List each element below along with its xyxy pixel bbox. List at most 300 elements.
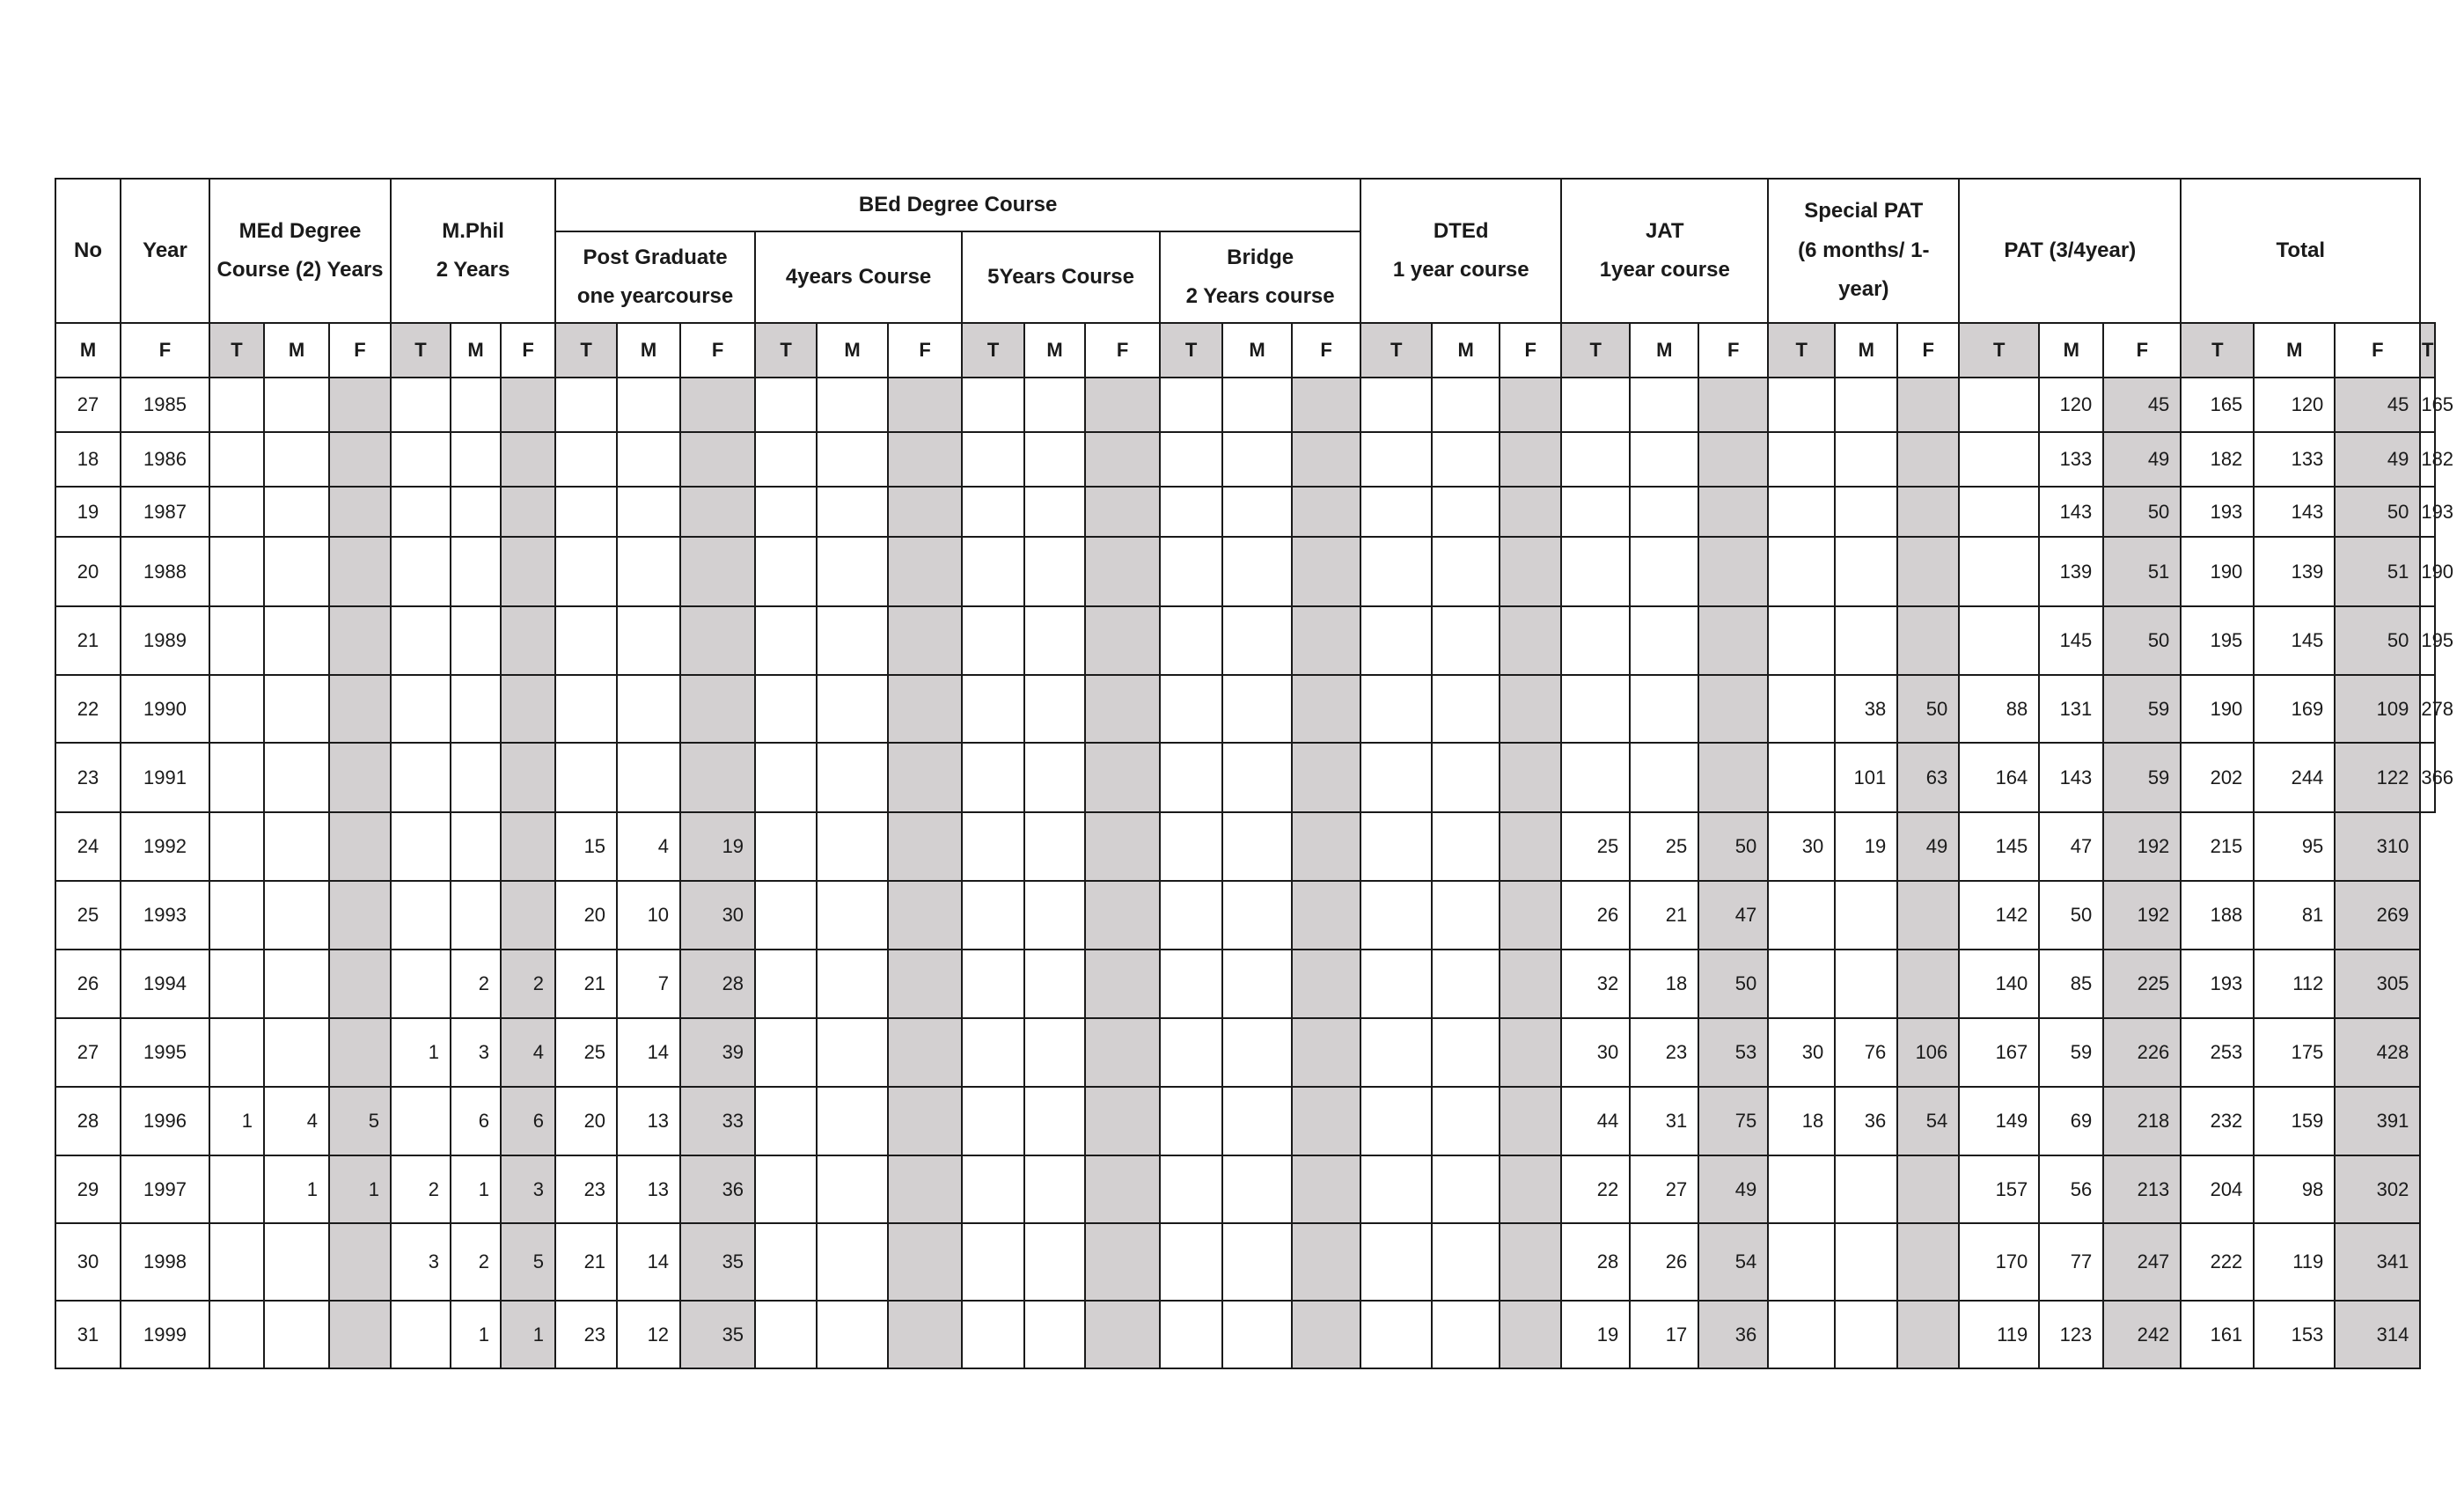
cell-t	[1085, 1223, 1160, 1301]
cell-m: 25	[555, 1018, 617, 1087]
cell-m	[1768, 487, 1835, 537]
cell-f	[817, 537, 888, 606]
cell-f: 145	[2039, 606, 2103, 675]
cell-t	[1897, 950, 1959, 1018]
sub-header-m: M	[55, 323, 121, 378]
cell-f	[451, 812, 501, 881]
table-row	[55, 743, 2435, 812]
cell-f	[1222, 1018, 1292, 1087]
cell-t: 19	[680, 812, 755, 881]
cell-t	[888, 743, 962, 812]
sub-header-f: F	[501, 323, 555, 378]
cell-f	[617, 743, 680, 812]
cell-m	[1360, 537, 1432, 606]
cell-m	[209, 743, 264, 812]
cell-f	[1024, 881, 1085, 950]
cell-f	[264, 487, 329, 537]
cell-m: 182	[2420, 432, 2435, 487]
cell-t	[1085, 950, 1160, 1018]
cell-t	[1500, 675, 1561, 743]
cell-m	[1959, 432, 2039, 487]
cell-m	[1160, 432, 1222, 487]
col-header-med-line2: Course (2) Years	[216, 258, 384, 282]
col-header-dted-line2: 1 year course	[1392, 258, 1529, 282]
cell-t: 226	[2103, 1018, 2181, 1087]
cell-m: 20	[555, 881, 617, 950]
cell-t	[888, 487, 962, 537]
cell-year: 1987	[121, 487, 209, 537]
cell-t	[1085, 1301, 1160, 1368]
cell-t	[888, 1155, 962, 1223]
cell-m	[1360, 1018, 1432, 1087]
cell-t	[329, 1223, 391, 1301]
cell-t	[501, 537, 555, 606]
cell-m	[1768, 881, 1835, 950]
sub-header-t: T	[2181, 323, 2254, 378]
table-row	[55, 675, 2435, 743]
cell-m	[209, 1155, 264, 1223]
cell-m	[1360, 1087, 1432, 1155]
cell-f	[1432, 1223, 1500, 1301]
cell-m	[1561, 606, 1630, 675]
col-header-jat	[1561, 179, 1768, 323]
sub-header-f: F	[329, 323, 391, 378]
cell-m	[1160, 537, 1222, 606]
cell-t	[888, 378, 962, 432]
cell-f: 120	[2254, 378, 2335, 432]
col-header-mphil-line2: 2 Years	[436, 258, 510, 282]
sub-header-m: M	[617, 323, 680, 378]
col-header-special-pat-line1: Special PAT	[1804, 199, 1924, 224]
cell-f	[1835, 537, 1897, 606]
cell-f	[1835, 950, 1897, 1018]
col-header-jat-line2: 1year course	[1599, 258, 1730, 282]
cell-f	[817, 432, 888, 487]
table-row	[55, 378, 2435, 432]
cell-t: 310	[2335, 812, 2420, 881]
cell-t	[680, 432, 755, 487]
cell-m	[1768, 537, 1835, 606]
cell-f: 2	[451, 950, 501, 1018]
cell-f	[264, 950, 329, 1018]
cell-f	[1024, 606, 1085, 675]
cell-t	[680, 487, 755, 537]
cell-year: 1989	[121, 606, 209, 675]
cell-f: 81	[2254, 881, 2335, 950]
cell-m: 232	[2181, 1087, 2254, 1155]
cell-f	[1835, 1301, 1897, 1368]
cell-t	[888, 537, 962, 606]
cell-m	[755, 675, 817, 743]
cell-t: 242	[2103, 1301, 2181, 1368]
cell-m	[755, 1223, 817, 1301]
cell-year: 1988	[121, 537, 209, 606]
cell-f	[1835, 1223, 1897, 1301]
cell-m	[1959, 378, 2039, 432]
enrollment-table	[55, 178, 2454, 1369]
cell-f: 143	[2039, 487, 2103, 537]
cell-f	[1630, 606, 1698, 675]
cell-f: 143	[2039, 743, 2103, 812]
sub-header-t: T	[555, 323, 617, 378]
cell-m	[555, 675, 617, 743]
cell-t	[1897, 1223, 1959, 1301]
cell-m: 165	[2181, 378, 2254, 432]
cell-year: 1999	[121, 1301, 209, 1368]
cell-f	[1222, 1301, 1292, 1368]
cell-m: 88	[1959, 675, 2039, 743]
cell-t	[1698, 487, 1768, 537]
cell-f: 139	[2039, 537, 2103, 606]
cell-m	[1561, 675, 1630, 743]
cell-t: 218	[2103, 1087, 2181, 1155]
cell-t	[1698, 432, 1768, 487]
cell-f	[817, 743, 888, 812]
cell-f: 17	[1630, 1301, 1698, 1368]
cell-m	[962, 743, 1024, 812]
cell-t	[501, 487, 555, 537]
cell-m	[962, 1223, 1024, 1301]
col-header-post-graduate	[555, 231, 755, 323]
col-header-med	[209, 179, 391, 323]
cell-t: 49	[1698, 1155, 1768, 1223]
cell-m	[209, 881, 264, 950]
cell-m	[1768, 1223, 1835, 1301]
cell-t: 122	[2335, 743, 2420, 812]
cell-f	[264, 812, 329, 881]
cell-t	[1897, 881, 1959, 950]
cell-m	[1768, 1155, 1835, 1223]
cell-m	[755, 378, 817, 432]
sub-header-m: M	[451, 323, 501, 378]
cell-t: 36	[1698, 1301, 1768, 1368]
cell-m: 193	[2181, 487, 2254, 537]
cell-t	[888, 1223, 962, 1301]
cell-m: 182	[2181, 432, 2254, 487]
cell-f	[1432, 1087, 1500, 1155]
cell-t: 36	[680, 1155, 755, 1223]
cell-f: 119	[2254, 1223, 2335, 1301]
cell-t	[888, 812, 962, 881]
cell-t: 247	[2103, 1223, 2181, 1301]
cell-m	[391, 487, 451, 537]
cell-f: 112	[2254, 950, 2335, 1018]
cell-m	[391, 743, 451, 812]
cell-t: 428	[2335, 1018, 2420, 1087]
table-row	[55, 1301, 2435, 1368]
cell-f	[1024, 537, 1085, 606]
cell-m: 142	[1959, 881, 2039, 950]
cell-m: 164	[1959, 743, 2039, 812]
cell-f: 4	[617, 812, 680, 881]
cell-m	[391, 1087, 451, 1155]
cell-f	[1222, 950, 1292, 1018]
cell-f	[617, 432, 680, 487]
cell-m	[1768, 743, 1835, 812]
sub-header-t: T	[1160, 323, 1222, 378]
cell-f	[617, 537, 680, 606]
cell-f	[264, 1223, 329, 1301]
cell-m	[1561, 537, 1630, 606]
cell-f	[1024, 1155, 1085, 1223]
cell-m: 2	[391, 1155, 451, 1223]
cell-no: 18	[55, 432, 121, 487]
cell-t	[501, 606, 555, 675]
cell-no: 24	[55, 812, 121, 881]
cell-f	[1432, 1301, 1500, 1368]
cell-t	[1500, 378, 1561, 432]
sub-header-f: F	[1292, 323, 1360, 378]
cell-m	[1160, 743, 1222, 812]
cell-m: 1	[391, 1018, 451, 1087]
cell-f: 13	[617, 1155, 680, 1223]
cell-m: 21	[555, 950, 617, 1018]
sub-header-f: F	[1897, 323, 1959, 378]
cell-f	[1835, 487, 1897, 537]
cell-t	[1292, 743, 1360, 812]
sub-header-t: T	[2420, 323, 2435, 378]
cell-f: 133	[2039, 432, 2103, 487]
cell-t	[1085, 537, 1160, 606]
cell-f	[451, 743, 501, 812]
cell-m	[755, 606, 817, 675]
sub-header-f: F	[1698, 323, 1768, 378]
cell-t	[1292, 950, 1360, 1018]
cell-t	[1085, 1155, 1160, 1223]
col-header-total: Total	[2181, 179, 2420, 323]
cell-m	[391, 432, 451, 487]
cell-year: 1985	[121, 378, 209, 432]
cell-t	[1500, 1223, 1561, 1301]
cell-f: 27	[1630, 1155, 1698, 1223]
cell-m	[209, 950, 264, 1018]
cell-m	[209, 812, 264, 881]
cell-t: 192	[2103, 812, 2181, 881]
cell-f	[451, 675, 501, 743]
cell-t: 28	[680, 950, 755, 1018]
cell-m: 32	[1561, 950, 1630, 1018]
cell-m	[1160, 378, 1222, 432]
cell-f: 47	[2039, 812, 2103, 881]
sub-header-f: F	[680, 323, 755, 378]
cell-m	[1360, 1301, 1432, 1368]
cell-f	[451, 432, 501, 487]
cell-t	[1698, 537, 1768, 606]
cell-no: 29	[55, 1155, 121, 1223]
col-header-bridge-line2: 2 Years course	[1185, 284, 1335, 308]
cell-t	[501, 743, 555, 812]
cell-m	[209, 1018, 264, 1087]
cell-m: 30	[1561, 1018, 1630, 1087]
cell-t	[888, 950, 962, 1018]
cell-m	[962, 606, 1024, 675]
cell-f: 101	[1835, 743, 1897, 812]
cell-f	[1024, 432, 1085, 487]
cell-t: 314	[2335, 1301, 2420, 1368]
cell-m: 193	[2420, 487, 2435, 537]
cell-t: 50	[2335, 487, 2420, 537]
cell-t	[1292, 1155, 1360, 1223]
cell-m	[962, 1087, 1024, 1155]
sub-header-t: T	[209, 323, 264, 378]
cell-t: 54	[1698, 1223, 1768, 1301]
cell-m	[391, 812, 451, 881]
cell-m: 215	[2181, 812, 2254, 881]
cell-f	[1222, 537, 1292, 606]
cell-f: 1	[264, 1155, 329, 1223]
cell-f	[451, 378, 501, 432]
cell-f: 69	[2039, 1087, 2103, 1155]
cell-t: 33	[680, 1087, 755, 1155]
cell-m	[755, 1301, 817, 1368]
cell-t: 1	[501, 1301, 555, 1368]
cell-no: 27	[55, 1018, 121, 1087]
cell-m	[1768, 950, 1835, 1018]
cell-f	[1432, 1155, 1500, 1223]
cell-f	[1024, 743, 1085, 812]
cell-f	[1432, 1018, 1500, 1087]
cell-m: 26	[1561, 881, 1630, 950]
cell-year: 1994	[121, 950, 209, 1018]
cell-t: 49	[2103, 432, 2181, 487]
cell-f: 25	[1630, 812, 1698, 881]
cell-m	[1160, 1155, 1222, 1223]
cell-m	[755, 950, 817, 1018]
cell-f: 31	[1630, 1087, 1698, 1155]
cell-m	[1160, 950, 1222, 1018]
cell-m: 145	[1959, 812, 2039, 881]
cell-t	[1085, 606, 1160, 675]
sub-header-f: F	[2335, 323, 2420, 378]
cell-t	[1292, 675, 1360, 743]
cell-no: 31	[55, 1301, 121, 1368]
cell-t	[888, 881, 962, 950]
cell-m: 25	[1561, 812, 1630, 881]
cell-m	[391, 950, 451, 1018]
cell-f: 153	[2254, 1301, 2335, 1368]
cell-t: 30	[680, 881, 755, 950]
table-row	[55, 1087, 2435, 1155]
col-header-no: No	[55, 179, 121, 323]
sub-header-t: T	[1768, 323, 1835, 378]
cell-m: 165	[2420, 378, 2435, 432]
cell-f	[1222, 675, 1292, 743]
sub-header-m: M	[1222, 323, 1292, 378]
cell-f: 13	[617, 1087, 680, 1155]
cell-m	[391, 675, 451, 743]
cell-f: 14	[617, 1223, 680, 1301]
col-header-post-graduate-line1: Post Graduate	[583, 245, 728, 269]
cell-m	[755, 487, 817, 537]
cell-f	[1024, 1087, 1085, 1155]
cell-t: 305	[2335, 950, 2420, 1018]
cell-f	[1024, 1301, 1085, 1368]
cell-m	[555, 537, 617, 606]
cell-f	[264, 432, 329, 487]
cell-t	[1500, 950, 1561, 1018]
cell-m: 253	[2181, 1018, 2254, 1087]
cell-t: 51	[2335, 537, 2420, 606]
cell-t	[1085, 1087, 1160, 1155]
cell-f: 23	[1630, 1018, 1698, 1087]
cell-t	[888, 1301, 962, 1368]
table-row	[55, 950, 2435, 1018]
cell-t: 391	[2335, 1087, 2420, 1155]
cell-f	[1024, 1018, 1085, 1087]
cell-t	[501, 378, 555, 432]
cell-f	[1835, 1155, 1897, 1223]
cell-f	[451, 881, 501, 950]
cell-m	[1360, 432, 1432, 487]
cell-m	[962, 812, 1024, 881]
cell-f	[1835, 432, 1897, 487]
cell-f	[817, 378, 888, 432]
cell-t: 50	[2103, 606, 2181, 675]
cell-m: 20	[555, 1087, 617, 1155]
cell-f	[1432, 537, 1500, 606]
cell-t	[1085, 1018, 1160, 1087]
cell-year: 1992	[121, 812, 209, 881]
cell-f: 1	[451, 1301, 501, 1368]
cell-t	[1897, 378, 1959, 432]
enrollment-table-container	[55, 178, 2454, 1369]
cell-t: 50	[2335, 606, 2420, 675]
cell-f	[1432, 743, 1500, 812]
cell-m	[1768, 606, 1835, 675]
cell-m	[755, 812, 817, 881]
cell-t	[501, 432, 555, 487]
cell-f: 139	[2254, 537, 2335, 606]
cell-m	[1959, 537, 2039, 606]
cell-m: 149	[1959, 1087, 2039, 1155]
cell-f	[451, 606, 501, 675]
cell-t: 49	[2335, 432, 2420, 487]
cell-f	[617, 675, 680, 743]
cell-f	[1222, 881, 1292, 950]
cell-t	[680, 537, 755, 606]
cell-t	[1292, 606, 1360, 675]
cell-t: 225	[2103, 950, 2181, 1018]
cell-f: 26	[1630, 1223, 1698, 1301]
cell-t	[1897, 606, 1959, 675]
cell-m: 30	[1768, 812, 1835, 881]
cell-f: 244	[2254, 743, 2335, 812]
cell-f	[817, 606, 888, 675]
cell-t	[329, 1018, 391, 1087]
cell-t: 63	[1897, 743, 1959, 812]
cell-t	[1698, 606, 1768, 675]
cell-m: 190	[2181, 537, 2254, 606]
col-header-special-pat	[1768, 179, 1959, 323]
cell-m	[962, 487, 1024, 537]
cell-f	[1222, 1087, 1292, 1155]
cell-t	[1500, 881, 1561, 950]
cell-m: 222	[2181, 1223, 2254, 1301]
cell-t	[1500, 1155, 1561, 1223]
cell-f	[1222, 487, 1292, 537]
cell-m: 204	[2181, 1155, 2254, 1223]
cell-year: 1991	[121, 743, 209, 812]
cell-m: 28	[1561, 1223, 1630, 1301]
cell-m	[1768, 378, 1835, 432]
cell-t	[329, 812, 391, 881]
cell-m	[1360, 675, 1432, 743]
col-header-bridge	[1160, 231, 1360, 323]
cell-t	[329, 487, 391, 537]
cell-t: 6	[501, 1087, 555, 1155]
cell-f	[1024, 378, 1085, 432]
table-row	[55, 432, 2435, 487]
